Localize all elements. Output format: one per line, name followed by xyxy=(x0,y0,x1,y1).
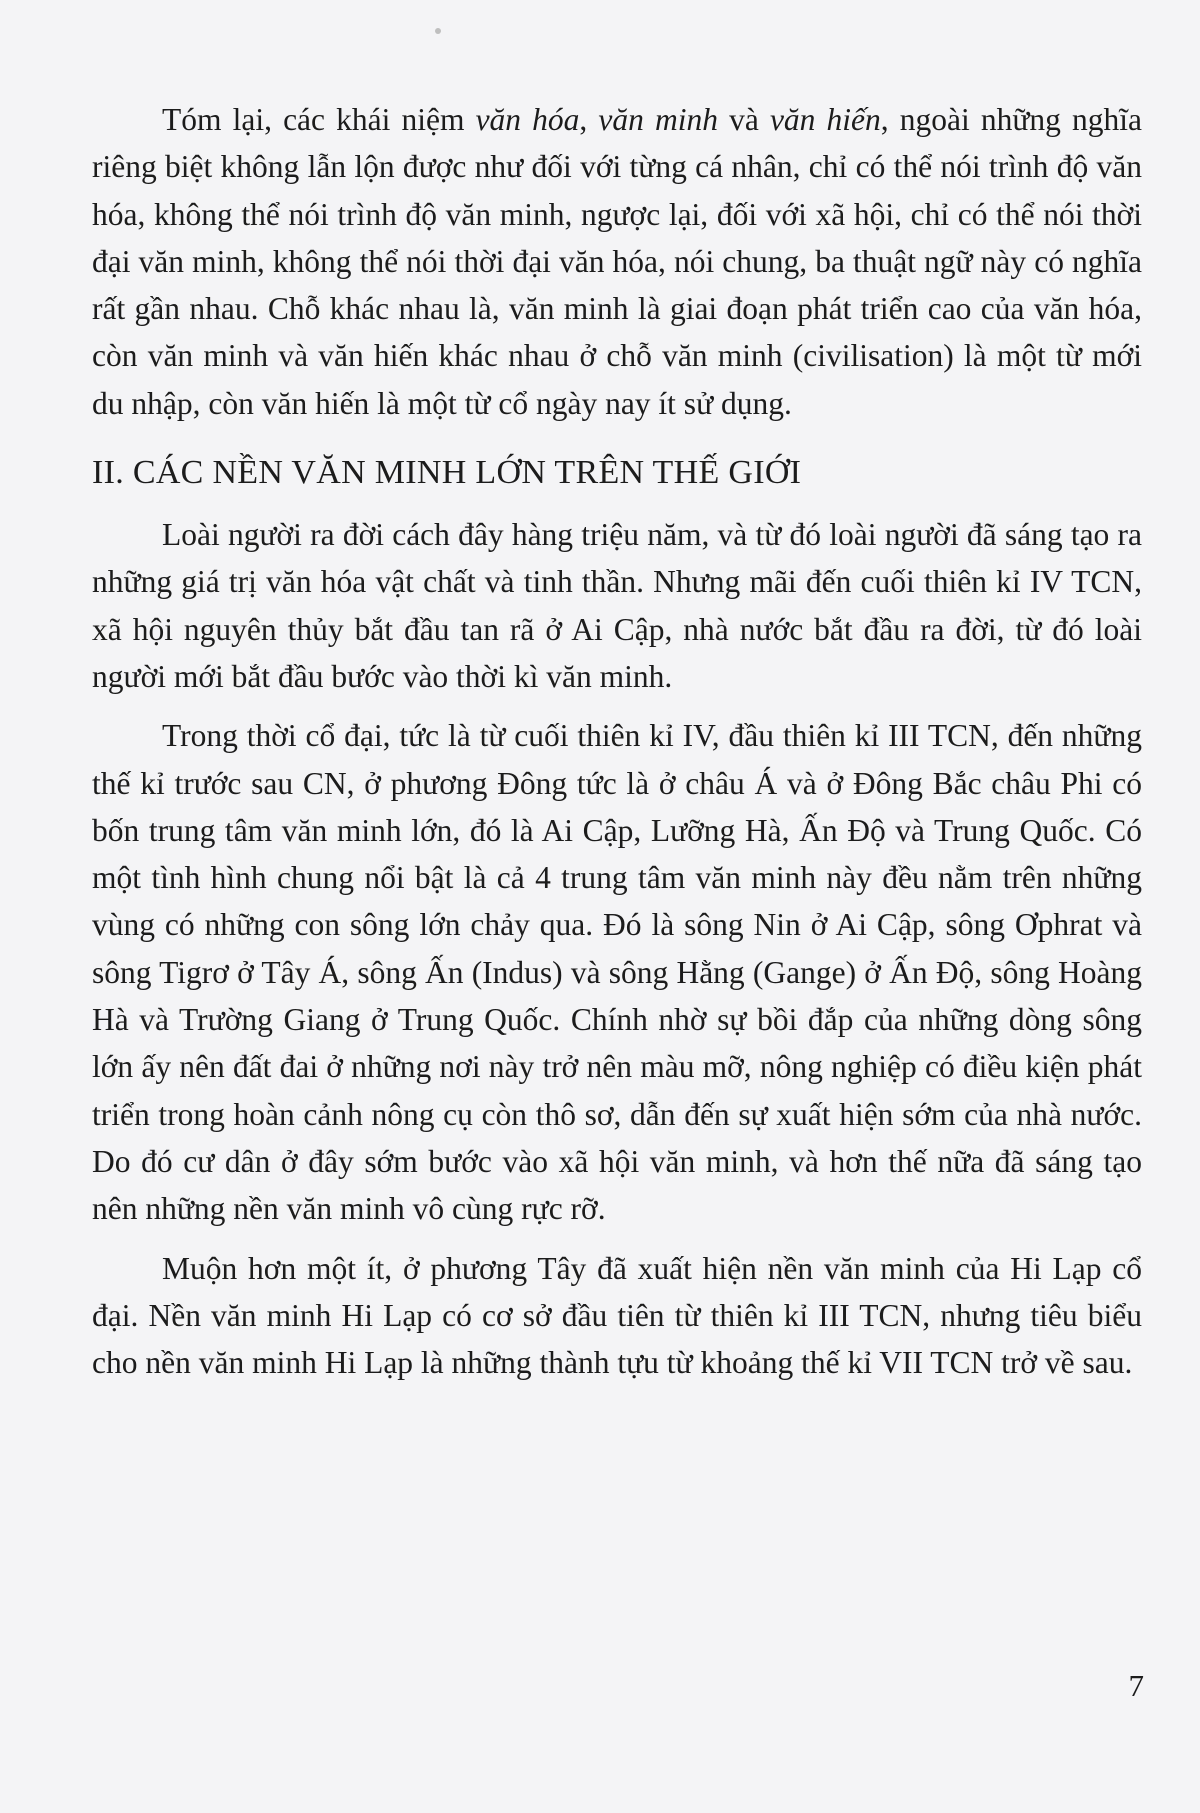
term-van-hien: văn hiến xyxy=(769,102,881,137)
paper-speck xyxy=(435,28,441,34)
body-paragraph-2: Trong thời cổ đại, tức là từ cuối thiên kỉ IV, đầu thiên kỉ III TCN, đến những thế kỉ trước sau CN, ở phương Đông tức là ở châu Á và ở Đông Bắc châu Phi có bốn trung tâm văn minh lớn, đó là Ai Cập, Lưỡng Hà, Ấn Độ và Trung Quốc. Có một tình hình chung nổi bật là cả 4 trung tâm văn minh này đều nằm trên những vùng có những con sông lớn chảy qua. Đó là sông Nin ở Ai Cập, sông Ơphrat và sông Tigrơ ở Tây Á, sông Ấn (Indus) và sông Hằng (Gange) ở Ấn Độ, sông Hoàng Hà và Trường Giang ở Trung Quốc. Chính nhờ sự bồi đắp của những dòng sông lớn ấy nên đất đai ở những nơi này trở nên màu mỡ, nông nghiệp có điều kiện phát triển trong hoàn cảnh nông cụ còn thô sơ, dẫn đến sự xuất hiện sớm của nhà nước. Do đó cư dân ở đây sớm bước vào xã hội văn minh, và hơn thế nữa đã sáng tạo nên những nền văn minh vô cùng rực rỡ. xyxy=(92,718,1142,1227)
intro-text-2: , xyxy=(579,102,599,137)
term-van-minh: văn minh xyxy=(598,102,718,137)
section-heading: II. CÁC NỀN VĂN MINH LỚN TRÊN THẾ GIỚI xyxy=(92,454,802,492)
intro-paragraph xyxy=(92,96,1142,427)
intro-text-3: và xyxy=(717,102,770,137)
page-number: 7 xyxy=(1128,1668,1144,1703)
body-paragraph-3: Muộn hơn một ít, ở phương Tây đã xuất hiện nền văn minh của Hi Lạp cổ đại. Nền văn minh Hi Lạp có cơ sở đầu tiên từ thiên kỉ III TCN, nhưng tiêu biểu cho nền văn minh Hi Lạp là những thành tựu từ khoảng thế kỉ VII TCN trở về sau. xyxy=(92,1250,1142,1381)
body-paragraph-1: Loài người ra đời cách đây hàng triệu năm, và từ đó loài người đã sáng tạo ra những giá trị văn hóa vật chất và tinh thần. Nhưng mãi đến cuối thiên kỉ IV TCN, xã hội nguyên thủy bắt đầu tan rã ở Ai Cập, nhà nước bắt đầu ra đời, từ đó loài người mới bắt đầu bước vào thời kì văn minh. xyxy=(92,517,1142,694)
intro-text-4: , ngoài những nghĩa riêng biệt không lẫn lộn được như đối với từng cá nhân, chỉ có thể nói trình độ văn hóa, không thể nói trình độ văn minh, ngược lại, đối với xã hội, chỉ có thể nói thời đại văn minh, không thể nói thời đại văn hóa, nói chung, ba thuật ngữ này có nghĩa rất gần nhau. Chỗ khác nhau là, văn minh là giai đoạn phát triển cao của văn hóa, còn văn minh và văn hiến khác nhau ở chỗ văn minh (civilisation) là một từ mới du nhập, còn văn hiến là một từ cổ ngày nay ít sử dụng. xyxy=(92,102,1143,421)
page-content xyxy=(92,96,1142,1386)
intro-text-1: Tóm lại, các khái niệm xyxy=(162,102,476,137)
term-van-hoa: văn hóa xyxy=(475,102,580,137)
